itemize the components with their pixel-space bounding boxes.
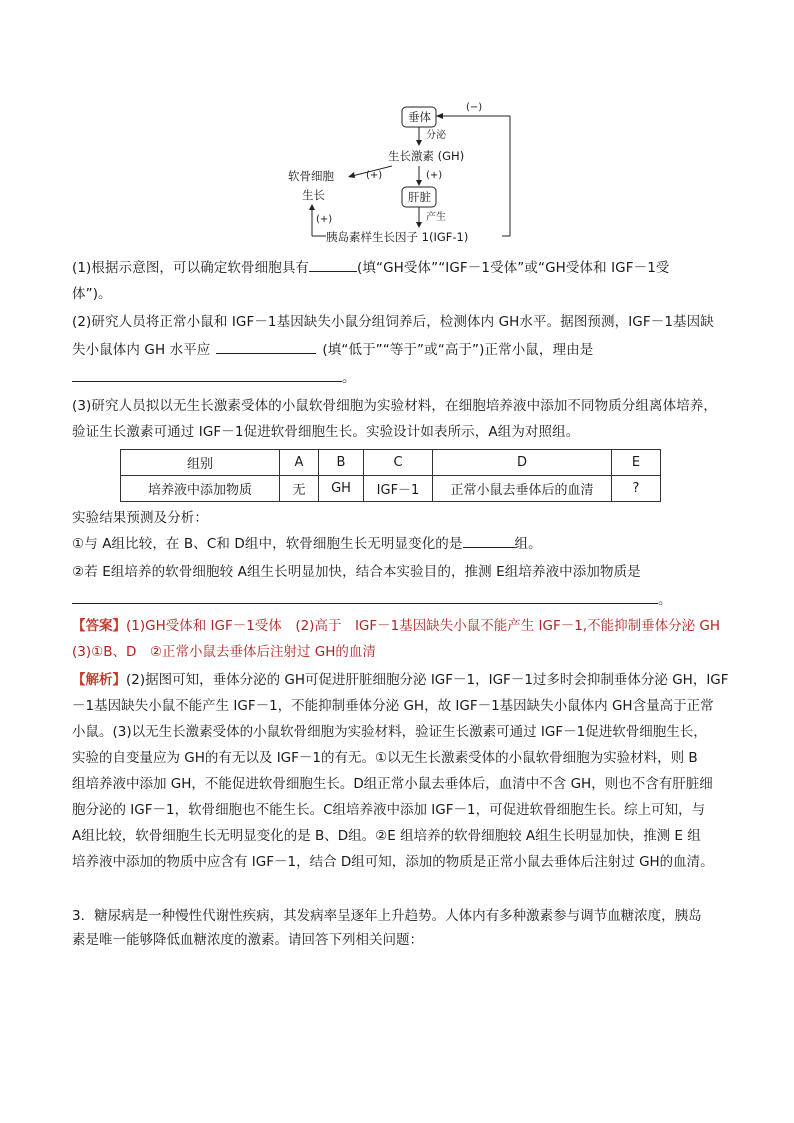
igf-label: 胰岛素样生长因子 1(IGF-1): [326, 230, 469, 244]
q2-end-punct: 。: [342, 370, 356, 386]
question-3-sub-1: [72, 534, 732, 554]
produce-label: 产生: [426, 212, 446, 223]
q1-text-b: (填“GH受体”“IGF－1受体”或“GH受体和 IGF－1受: [357, 260, 670, 276]
analysis-label: 【解析】: [72, 672, 126, 688]
question-1-line-1: [72, 258, 732, 278]
table-header-cell: A: [280, 450, 319, 476]
question-1-line-2: 体”)。: [72, 286, 112, 302]
plus-sign-2: (+): [426, 170, 443, 181]
question-3-next-line-1: 3．糖尿病是一种慢性代谢性疾病，其发病率呈逐年上升趋势。人体内有多种激素参与调节血糖浓度，胰岛: [72, 908, 702, 924]
analysis-line-6: 胞分泌的 IGF－1，软骨细胞也不能生长。C组培养液中添加 IGF－1，可促进软骨细胞生长。综上可知，与: [72, 802, 706, 818]
question-2-line-2: [72, 340, 732, 360]
analysis-line-1: [72, 670, 732, 690]
plus-sign-3: (+): [316, 214, 333, 225]
feedback-sign: (−): [466, 102, 483, 113]
question-3-next-line-2: 素是唯一能够降低血糖浓度的激素。请回答下列相关问题：: [72, 932, 423, 948]
secrete-arrowhead: [416, 140, 422, 146]
q3-sub1-answer-blank[interactable]: [463, 535, 515, 548]
answer-text-1: (1)GH受体和 IGF－1受体 (2)高于 IGF－1基因缺失小鼠不能产生 IGF－1,不能抑制垂体分泌 GH: [126, 618, 721, 634]
answer-line-2: (3)①B、D ②正常小鼠去垂体后注射过 GH的血清: [72, 644, 376, 660]
igf-to-cartilage-arrowhead: [309, 204, 315, 210]
cartilage-label-2: 生长: [302, 188, 325, 202]
secrete-label: 分泌: [426, 130, 446, 141]
answer-line-1: [72, 616, 732, 636]
table-cell: IGF－1: [364, 476, 433, 502]
q2-answer-blank-1[interactable]: [216, 341, 316, 354]
question-3-sub-2-blank-line: [72, 590, 732, 610]
experiment-table: [120, 449, 661, 502]
question-2-line-3: [72, 368, 732, 388]
table-header-cell: D: [433, 450, 612, 476]
q1-text-a: (1)根据示意图，可以确定软骨细胞具有: [72, 260, 310, 276]
question-3-sub-2: ②若 E组培养的软骨细胞较 A组生长明显加快，结合本实验目的，推测 E组培养液中添加物质是: [72, 564, 641, 580]
pituitary-label: 垂体: [408, 110, 431, 124]
hormone-regulation-diagram: [280, 96, 520, 246]
feedback-arrowhead: [436, 113, 443, 119]
analysis-line-8: 培养液中添加的物质中应含有 IGF－1，结合 D组可知，添加的物质是正常小鼠去垂体后注射过 GH的血清。: [72, 854, 714, 870]
gh-label: 生长激素 (GH): [388, 149, 465, 163]
gh-to-cartilage-arrowhead: [348, 172, 355, 178]
table-header-row: [121, 450, 661, 476]
produce-arrowhead: [416, 222, 422, 228]
analysis-line-4: 实验的自变量应为 GH的有无以及 IGF－1的有无。①以无生长激素受体的小鼠软骨细胞为实验材料，则 B: [72, 750, 698, 766]
plus-sign-1: (+): [366, 170, 383, 181]
cartilage-label-1: 软骨细胞: [288, 169, 334, 183]
q3-sub2-answer-blank[interactable]: [72, 591, 658, 604]
table-cell: ?: [612, 476, 661, 502]
liver-label: 肝脏: [408, 190, 431, 204]
table-cell: 培养液中添加物质: [121, 476, 280, 502]
analysis-line-5: 组培养液中添加 GH，不能促进软骨细胞生长。D组正常小鼠去垂体后，血清中不含 GH，则也不含有肝脏细: [72, 776, 713, 792]
question-3-line-1: (3)研究人员拟以无生长激素受体的小鼠软骨细胞为实验材料，在细胞培养液中添加不同物质分组离体培养，: [72, 398, 718, 414]
q2-text-b: (填“低于”“等于”或“高于”)正常小鼠，理由是: [322, 342, 594, 358]
question-2-line-1: (2)研究人员将正常小鼠和 IGF－1基因缺失小鼠分组饲养后，检测体内 GH水平。据图预测，IGF－1基因缺: [72, 314, 714, 330]
table-cell: 正常小鼠去垂体后的血清: [433, 476, 612, 502]
q3-sub2-end-punct: 。: [658, 592, 672, 608]
table-header-cell: B: [319, 450, 364, 476]
table-header-cell: C: [364, 450, 433, 476]
table-header-cell: 组别: [121, 450, 280, 476]
q3-sub1-text-b: 组。: [514, 536, 542, 552]
q2-answer-blank-2[interactable]: [72, 369, 342, 382]
q2-text-a: 失小鼠体内 GH 水平应: [72, 342, 211, 358]
analysis-line-7: A组比较，软骨细胞生长无明显变化的是 B、D组。②E 组培养的软骨细胞较 A组生长明显加快，推测 E 组: [72, 828, 701, 844]
q1-answer-blank[interactable]: [309, 259, 357, 272]
analysis-line-3: 小鼠。(3)以无生长激素受体的小鼠软骨细胞为实验材料，验证生长激素可通过 IGF－1促进软骨细胞生长，: [72, 724, 707, 740]
analysis-line-2: －1基因缺失小鼠不能产生 IGF－1，不能抑制垂体分泌 GH，故 IGF－1基因缺失小鼠体内 GH含量高于正常: [72, 698, 714, 714]
table-header-cell: E: [612, 450, 661, 476]
question-3-line-2: 验证生长激素可通过 IGF－1促进软骨细胞生长。实验设计如表所示，A组为对照组。: [72, 424, 580, 440]
table-row: [121, 476, 661, 502]
answer-label: 【答案】: [72, 618, 126, 634]
analysis-title: 实验结果预测及分析：: [72, 510, 208, 526]
analysis-text-1: (2)据图可知，垂体分泌的 GH可促进肝脏细胞分泌 IGF－1，IGF－1过多时会抑制垂体分泌 GH，IGF: [126, 672, 729, 688]
table-cell: GH: [319, 476, 364, 502]
table-cell: 无: [280, 476, 319, 502]
gh-to-liver-arrowhead: [416, 180, 422, 186]
q3-sub1-text-a: ①与 A组比较，在 B、C和 D组中，软骨细胞生长无明显变化的是: [72, 536, 463, 552]
